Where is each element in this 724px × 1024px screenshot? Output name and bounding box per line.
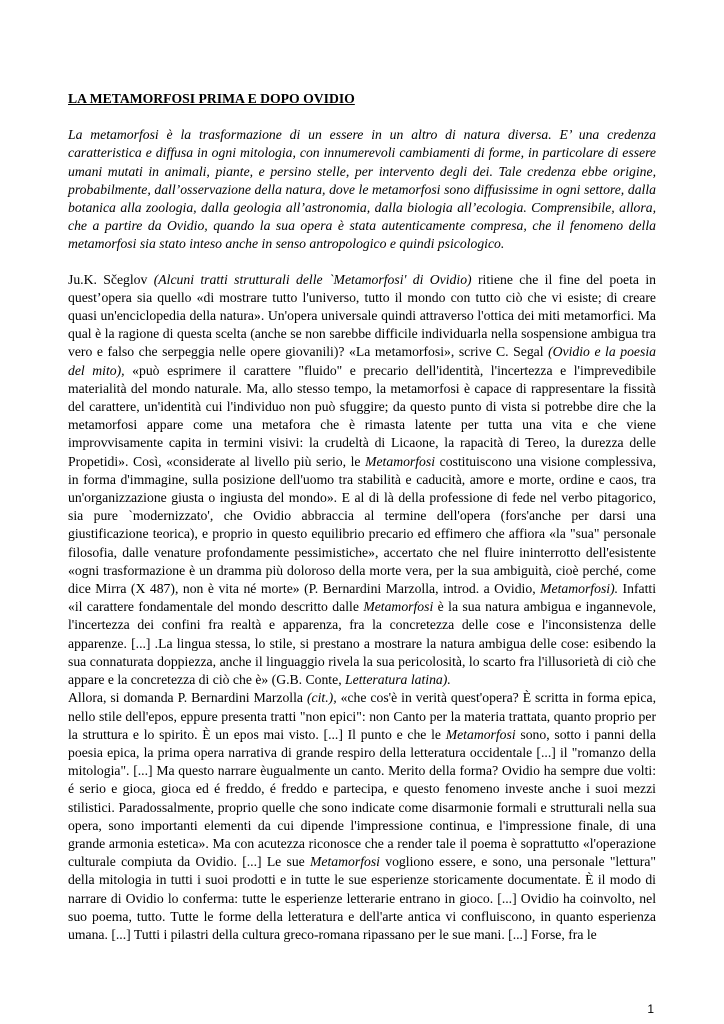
page-number: 1 (647, 1002, 654, 1016)
p1-text-1: Ju.K. Sčeglov (68, 271, 154, 287)
p1-italic-3: Metamorfosi (365, 453, 436, 469)
p2-italic-3: Metamorfosi (310, 854, 380, 870)
document-page (68, 90, 656, 944)
p1-italic-4: Metamorfosi). (540, 581, 619, 597)
body-paragraph-1 (68, 271, 656, 690)
p1-text-4: costituiscono una visione complessiva, in forma d'immagine, sulla posizione dell'uomo tra stabilità e caducità, amore e morte, ordine e caos, tra un'organizzazione giusta o ingiusta del mondo». E al di là della professione di fede nel verbo pitagorico, sia pure `modernizzato', che Ovidio abbraccia al termine dell'opera (fors'anche per darsi una giustificazione teorica), e proprio in questo equilibrio precario ed effimero che affiora «la "sua" personale filosofia, dalle venature profondamente pessimistiche», accertato che nel fluire ininterrotto dell'esistente «ogni trasformazione è un dramma più doloroso della morte vera, per la sua ambiguità, cioè perché, come dice Mirra (X 487), non è vita né morte» (P. Bernardini Marzolla, introd. a Ovidio, (68, 453, 657, 597)
p1-text-5: Infatti «il carattere fondamentale del mondo descritto dalle (68, 581, 656, 615)
p2-italic-2: Metamorfosi (445, 726, 516, 742)
p1-italic-6: Letteratura latina). (345, 672, 451, 688)
p1-text-6: è la sua natura ambigua e ingannevole, l'incertezza dei confini fra realtà e apparenza, fra la concretezza delle cose e l'inconsistenza delle apparenze. [...] .La lingua stessa, lo stile, si prestano a mostrare la natura ambigua delle cose: esibendo la sua connaturata doppiezza, anche il linguaggio rivela la sua pericolosità, lo scarto fra l'illusorietà di ciò che appare e la concretezza di ciò che è» (G.B. Conte, (68, 599, 656, 688)
p1-italic-2: (Ovidio e la poesia del mito), (68, 344, 656, 378)
document-title: LA METAMORFOSI PRIMA E DOPO OVIDIO (68, 91, 355, 106)
p2-text-2: «che cos'è in verità quest'opera? È scritta in forma epica, nello stile dell'epos, eppure presenta tratti "non epici": non Canto per la materia trattata, quanto proprio per la struttura e lo spirito. È un epos mai visto. [...] Il punto e che le (68, 690, 656, 742)
p2-text-4: vogliono essere, e sono, una personale "lettura" della mitologia in tutti i suoi prodotti e in tutte le sue esperienze storicamente documentate. È il modo di narrare di Ovidio lo conferma: tutte le esperienze letterarie entrano in gioco. [...] Ovidio ha coinvolto, nel suo poema, tutto. Tutte le forme della letteratura e dell'arte antica vi confluiscono, in quanto esperienza umana. [...] Tutti i pilastri della cultura greco-romana ripassano per le sue mani. [...] Forse, fra le (68, 854, 656, 942)
p2-text-1: Allora, si domanda P. Bernardini Marzolla (68, 690, 307, 706)
p2-italic-1: (cit.), (306, 690, 337, 706)
intro-paragraph: La metamorfosi è la trasformazione di un essere in un altro di natura diversa. E’ una credenza caratteristica e diffusa in ogni mitologia, con innumerevoli cambiamenti di forme, in particolare di essere umani mutati in animali, piante, e persino stelle, per intervento degli dei. Tale credenza ebbe origine, probabilmente, dall’osservazione della natura, dove le metamorfosi sono diffusissime in ogni settore, dalla botanica alla zoologia, dalla geologia all’astronomia, dalla biologia all’ecologia. Comprensibile, allora, che a partire da Ovidio, quando la sua opera è stata autenticamente compresa, che il fenomeno della metamorfosi sia stato inteso anche in senso antropologico e quindi psicologico. (68, 127, 656, 252)
body-paragraph-2 (68, 689, 656, 944)
p1-text-2: ritiene che il fine del poeta in quest’opera sia quello «di mostrare tutto l'universo, tutto il mondo con tutto ciò che vi esiste; di creare quasi un'enciclopedia della natura». Un'opera universale quindi attraverso l'ottica dei miti metamorfici. Ma qual è la ragione di questa scelta (anche se non sarebbe difficile individuarla nella sospensione ambigua tra vero e falso che serpeggia nelle opere giovanili)? «La metamorfosi», scrive C. Segal (68, 271, 656, 360)
p1-text-3: «può esprimere il carattere "fluido" e precario dell'identità, l'incertezza e l'imprevedibile materialità del mondo naturale. Ma, allo stesso tempo, la metamorfosi è capace di rappresentare la fissità del carattere, un'identità cui l'individuo non può sfuggire; da questo punto di vista si potrebbe dire che la metamorfosi appare come una metafora che è rimasta latente per tutta una vita e che viene improvvisamente capita in termini visivi: la crudeltà di Licaone, la rapacità di Tereo, la durezza delle Propetidi». Così, «considerate al livello più serio, le (68, 362, 656, 469)
p2-text-3: sono, sotto i panni della poesia epica, la prima opera narrativa di grande respiro della letteratura occidentale [...] il "romanzo della mitologia". [...] Ma questo narrare èugualmente un canto. Merito della forma? Ovidio ha sempre due volti: é serio e gioca, gioca ed é freddo, é freddo e partecipa, e questo fenomeno investe anche i suoi mezzi stilistici. Paradossalmente, proprio quelle che sono indicate come disarmonie formali e strutturali nella sua opera, sono importanti elementi da cui dipende l'impressione continua, e l'impressione finale, di una grande armonia estetica». Ma con acutezza riconosce che a render tale il poema è soprattutto «l'operazione culturale compiuta da Ovidio. [...] Le sue (68, 726, 656, 870)
p1-italic-1: (Alcuni tratti strutturali delle `Metamorfosi' di Ovidio) (153, 271, 472, 287)
p1-italic-5: Metamorfosi (363, 599, 434, 615)
